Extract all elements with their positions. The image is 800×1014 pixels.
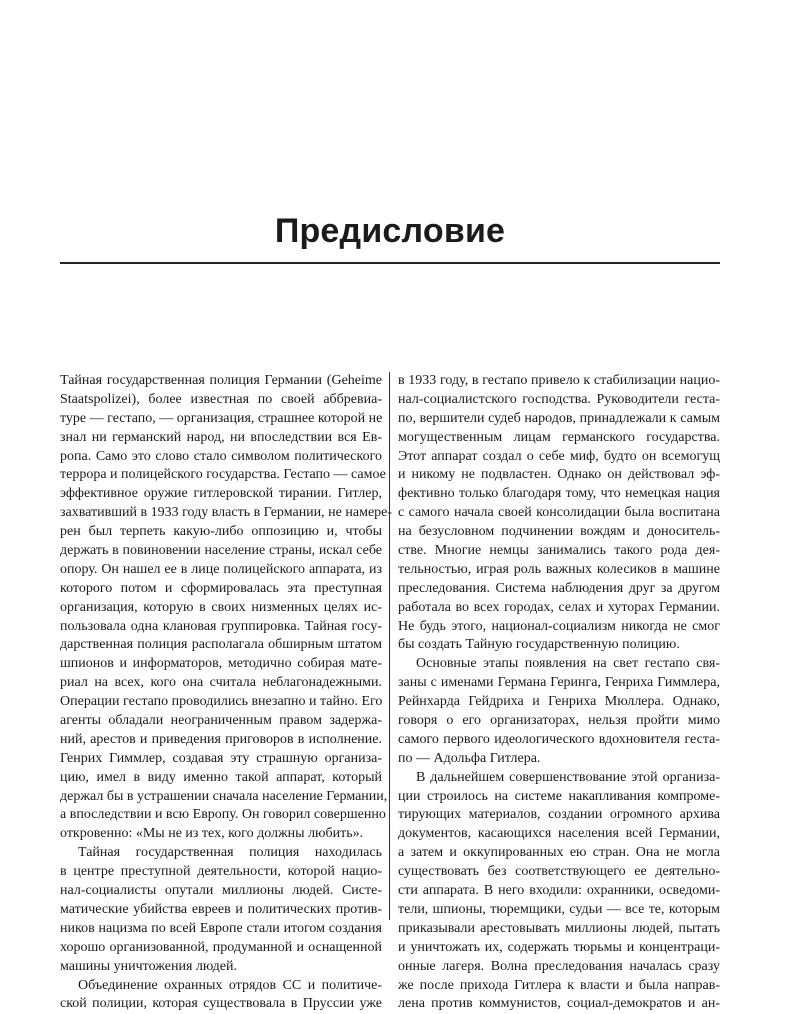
text-line: ропа. Само это слово стало символом политического — [60, 448, 382, 464]
text-line: же после прихода Гитлера к власти и была направ- — [398, 977, 720, 993]
text-line: тирующих материалов, создании огромного архива — [398, 807, 720, 823]
text-line: Не будь этого, национал-социализм никогда не смог — [398, 618, 720, 634]
text-line: документов, касающихся населения всей Германии, — [398, 826, 720, 842]
text-line: стве. Многие немцы занимались такого рода дея- — [398, 543, 720, 559]
text-line: ний, арестов и приведения приговоров в исполнение. — [60, 731, 382, 747]
text-line: ской полиции, которая существовала в Пруссии уже — [60, 996, 382, 1012]
text-line: на безусловном подчинении вождям и доноситель- — [398, 524, 720, 540]
text-line: а затем и оккупированных ею стран. Она не могла — [398, 845, 720, 861]
text-line: откровенно: «Мы не из тех, кого должны любить». — [60, 826, 364, 842]
text-line: работала во всех городах, селах и хуторах Германии. — [398, 599, 720, 615]
text-line: заны с именами Германа Геринга, Генриха Гиммлера, — [398, 675, 720, 691]
text-line: опору. Он нашел ее в лице полицейского аппарата, из — [60, 561, 382, 577]
text-line: с самого начала своей консолидации была воспитана — [398, 505, 720, 521]
text-line: в 1933 году, в гестапо привело к стабилизации нацио- — [398, 373, 720, 388]
text-line: фективно только благодаря тому, что немецкая нация — [398, 486, 720, 502]
text-line: Тайная государственная полиция Германии (Geheime — [60, 373, 382, 388]
right-column — [398, 372, 720, 1014]
text-line: могущественным лицам германского государства. — [398, 429, 720, 445]
column-divider — [389, 372, 390, 920]
text-line: Основные этапы появления на свет гестапо свя- — [416, 656, 720, 672]
text-line: онные лагеря. Волна преследования началась сразу — [398, 958, 720, 974]
text-line: организация, которую в своих низменных целях ис- — [60, 599, 382, 615]
text-line: по, вершители судеб народов, принадлежали к самым — [398, 410, 720, 426]
text-line: матические убийства евреев и политических против- — [60, 901, 382, 917]
text-line: ции строилось на системе накапливания компроме- — [398, 788, 720, 804]
text-line: ников нацизма по всей Европе стали итогом создания — [60, 920, 382, 936]
text-line: нал-социалисты опутали миллионы людей. Систе- — [60, 883, 382, 899]
text-line: эффективное оружие гитлеровской тирании. Гитлер, — [60, 486, 382, 502]
text-line: тели, шпионы, тюремщики, судьи — все те, которым — [398, 901, 720, 917]
text-line: Объединение охранных отрядов СС и политиче- — [78, 977, 382, 993]
text-line: Рейнхарда Гейдриха и Генриха Мюллера. Однако, — [398, 694, 720, 710]
text-line: знал ни германский народ, ни впоследствии вся Ев- — [60, 429, 382, 445]
text-line: В дальнейшем совершенствование этой организа- — [416, 769, 720, 785]
text-line: Операции гестапо проводились внезапно и тайно. Его — [60, 694, 383, 710]
text-line: нал-социалистского господства. Руководители геста- — [398, 391, 720, 407]
text-line: цию, имел в виду именно такой аппарат, который — [60, 769, 382, 785]
text-line: пользовала одна клановая группировка. Тайная госу- — [60, 618, 382, 634]
text-line: держал бы в устрашении сначала население Германии, — [60, 788, 388, 804]
text-line: приказывали арестовывать миллионы людей, пытать — [398, 920, 720, 936]
page-title: Предисловие — [274, 212, 506, 250]
text-line: тельностью, играя роль важных колесиков в машине — [398, 561, 720, 577]
text-line: рен был терпеть какую-либо оппозицию и, чтобы — [60, 524, 382, 540]
text-line: самого первого идеологического вдохновителя геста- — [398, 731, 720, 747]
text-line: по — Адольфа Гитлера. — [398, 750, 541, 766]
text-line: держать в повиновении население страны, искал себе — [60, 543, 382, 559]
text-line: шпионов и информаторов, методично собирая мате- — [60, 656, 382, 672]
text-line: сти аппарата. В него входили: охранники, осведоми- — [398, 883, 720, 899]
text-line: дарственная полиция располагала обширным штатом — [60, 637, 382, 653]
text-line: туре — гестапо, — организация, страшнее которой не — [60, 410, 383, 426]
text-line: Staatspolizei), более известная по своей аббревиа- — [60, 391, 382, 407]
text-line: агенты обладали неограниченным правом задержа- — [60, 713, 382, 729]
text-line: в центре преступной деятельности, которой нацио- — [60, 864, 382, 880]
text-line: машины уничтожения людей. — [60, 958, 237, 974]
title-rule — [60, 262, 720, 264]
text-line: Этот аппарат создал о себе миф, будто он всемогущ — [398, 448, 720, 464]
text-line: говоря о его организаторах, нельзя пройти мимо — [398, 713, 720, 729]
text-line: преследования. Система наблюдения друг за другом — [398, 580, 720, 596]
text-line: и уничтожать их, содержать тюрьмы и концентраци- — [398, 939, 720, 955]
text-line: захвативший в 1933 году власть в Германии, не намере- — [60, 505, 393, 521]
text-line: бы создать Тайную государственную полицию. — [398, 637, 680, 653]
text-line: и никому не подвластен. Однако он действовал эф- — [398, 467, 720, 483]
text-line: лена против коммунистов, социал-демократов и ан- — [398, 996, 720, 1012]
text-line: существовать без соответствующего ее деятельно- — [398, 864, 720, 880]
text-line: Генрих Гиммлер, создавая эту страшную организа- — [60, 750, 382, 766]
text-line: хорошо организованной, продуманной и оснащенной — [60, 939, 382, 955]
text-line: риал на всех, кого она считала неблагонадежными. — [60, 675, 382, 691]
text-line: террора и полицейского государства. Гестапо — самое — [60, 467, 386, 483]
text-line: которого потом и сформировалась эта преступная — [60, 580, 382, 596]
left-column — [60, 372, 393, 1014]
text-line: а впоследствии и всю Европу. Он говорил совершенно — [60, 807, 386, 823]
text-line: Тайная государственная полиция находилась — [78, 845, 382, 861]
